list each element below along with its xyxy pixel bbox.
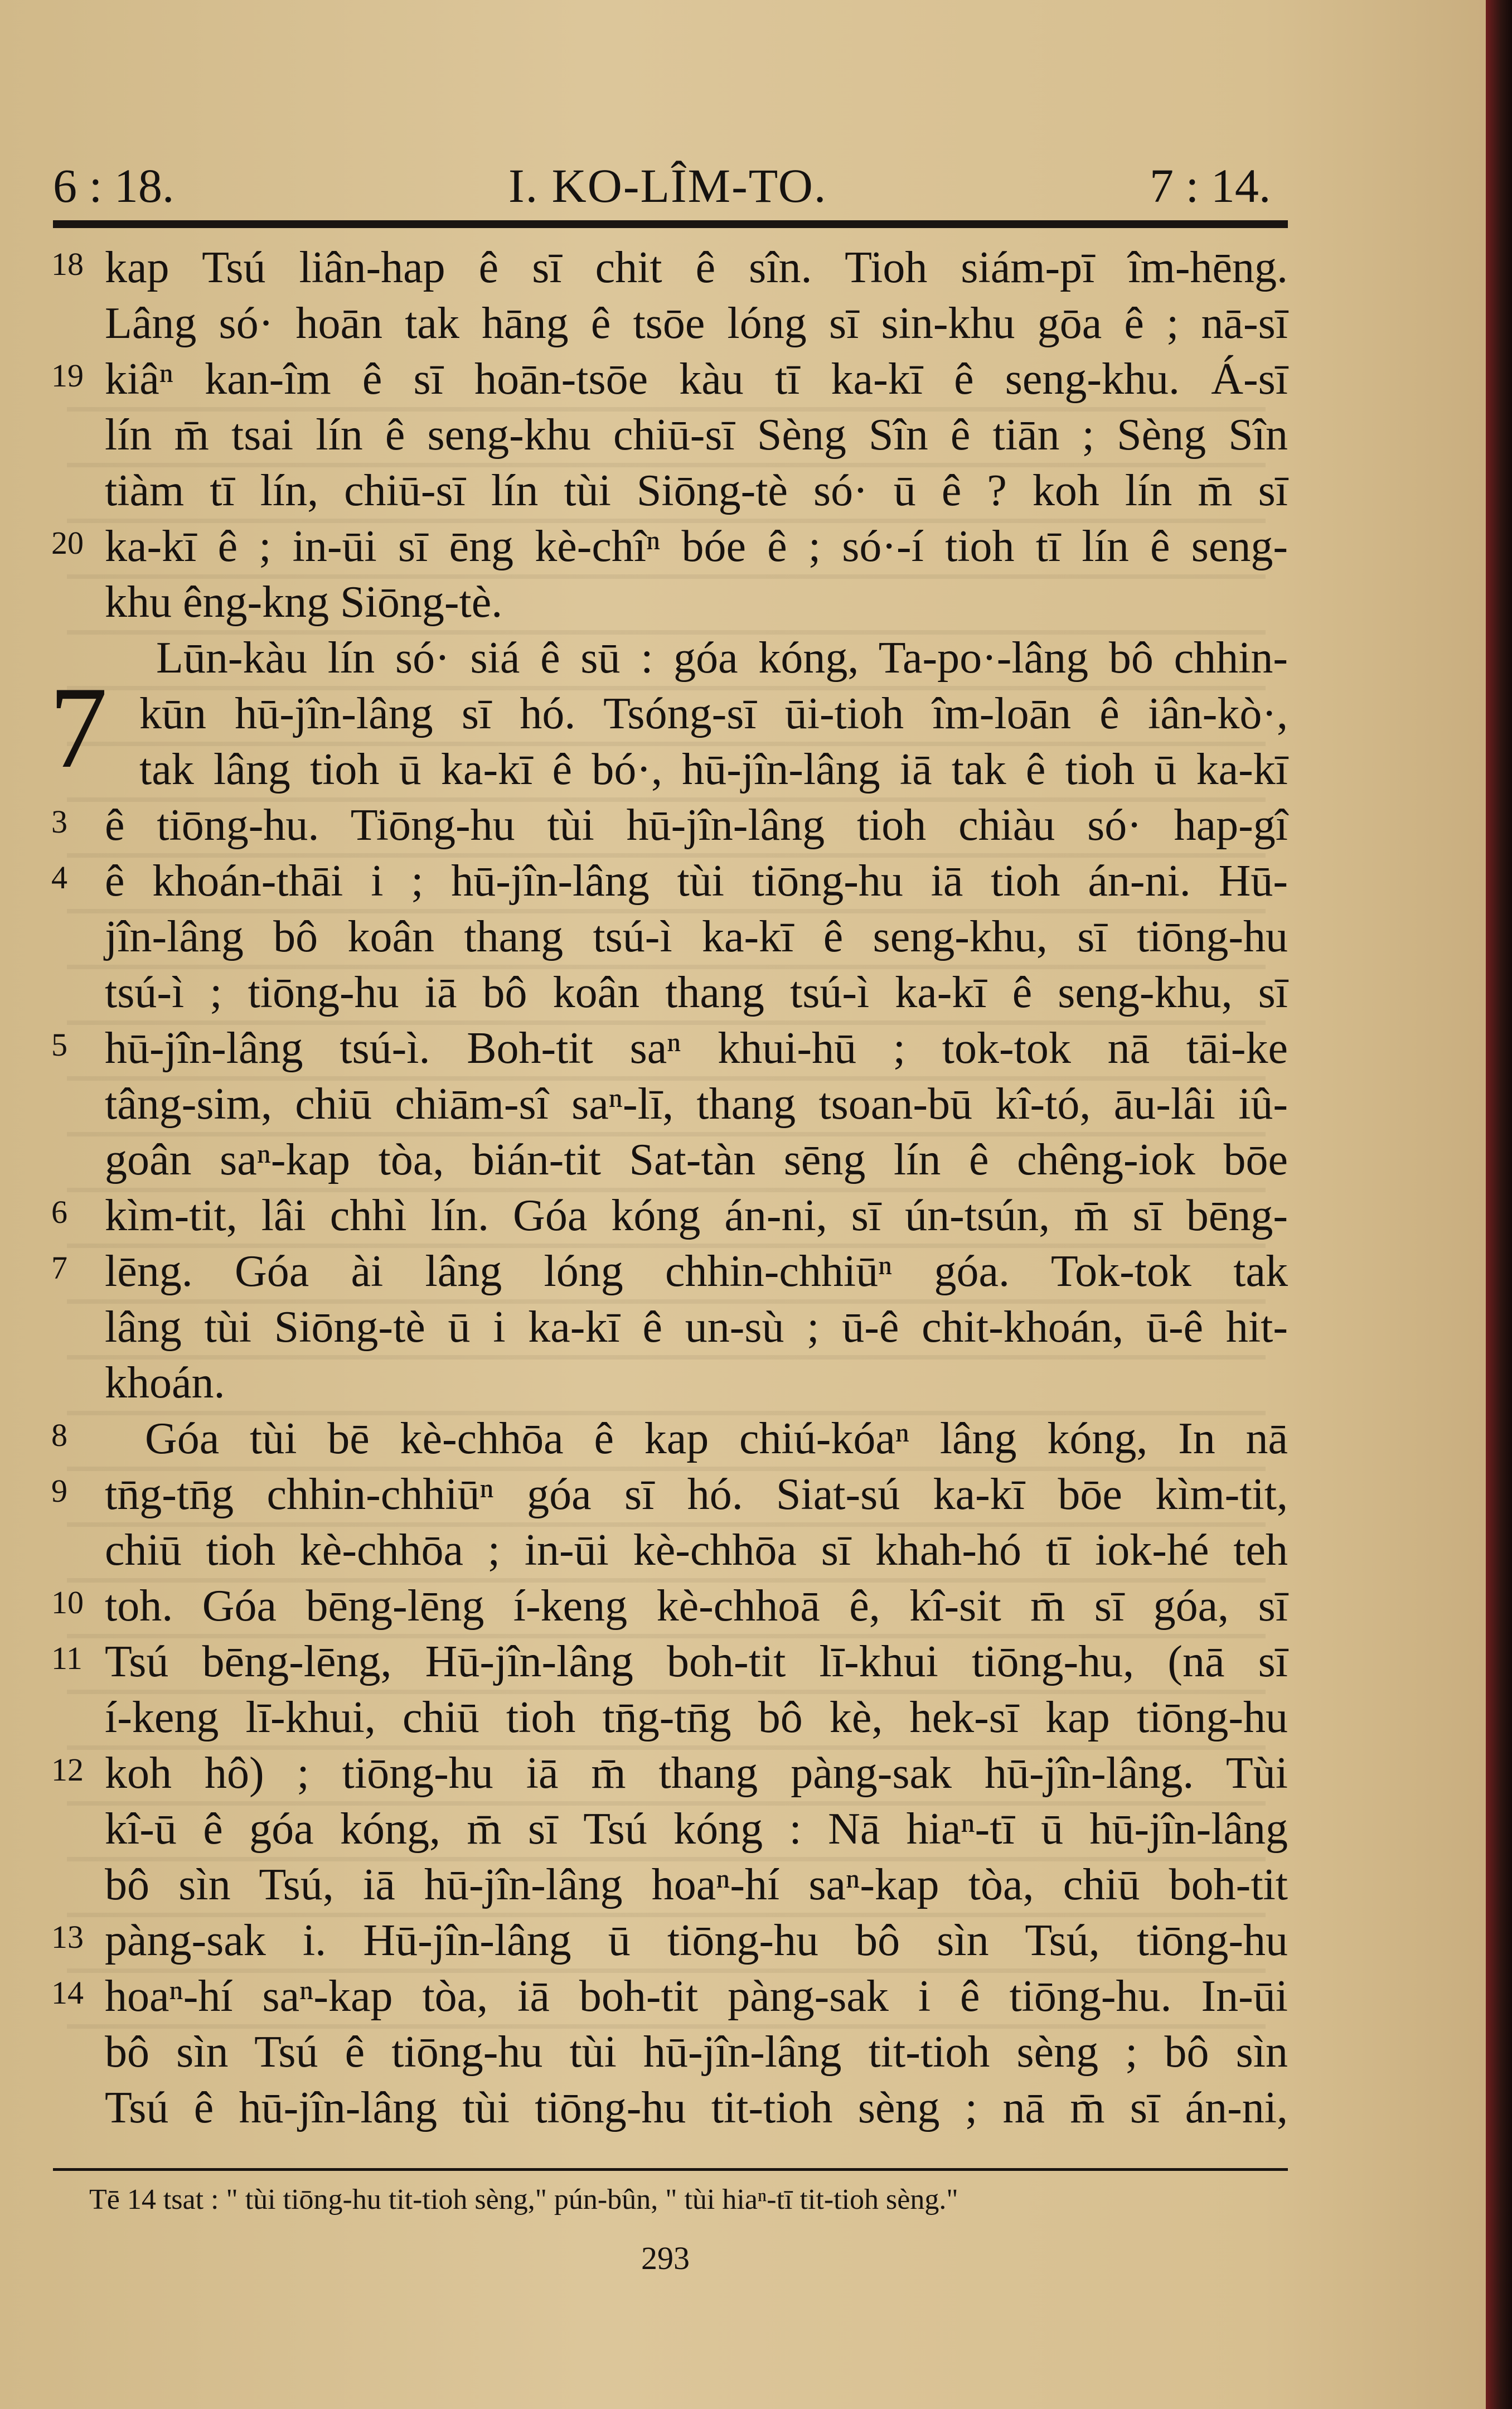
verse-number (51, 409, 101, 454)
text-line: ê tiōng-hu. Tiōng-hu tùi hū-jîn-lâng tioh chiàu só· hap-gî (105, 801, 1288, 850)
text-line: kìm-tit, lâi chhì lín. Góa kóng án-ni, sī ún-tsún, m̄ sī bēng- (105, 1191, 1288, 1240)
verse-number (51, 577, 101, 621)
page-number: 293 (641, 2240, 690, 2276)
text-line: ê khoán-thāi i ; hū-jîn-lâng tùi tiōng-hu iā tioh án-ni. Hū- (105, 857, 1288, 906)
footnote-rule (53, 2168, 1288, 2171)
verse-number (51, 1525, 101, 1569)
chapter-number: 7 (49, 663, 108, 792)
text-line: goân saⁿ-kap tòa, bián-tit Sat-tàn sēng lín ê chêng-iok bōe (105, 1135, 1288, 1184)
text-line: lín m̄ tsai lín ê seng-khu chiū-sī Sèng Sîn ê tiān ; Sèng Sîn (105, 410, 1288, 459)
verse-number (51, 1803, 101, 1848)
verse-number (51, 1302, 101, 1346)
verse-number (51, 744, 101, 789)
verse-number: 12 (51, 1752, 84, 1788)
verse-number: 9 (51, 1473, 67, 1509)
verse-number: 3 (51, 804, 67, 840)
verse-number (51, 1078, 101, 1123)
verse-number: 18 (51, 246, 84, 282)
text-line: pàng-sak i. Hū-jîn-lâng ū tiōng-hu bô sìn Tsú, tiōng-hu (105, 1916, 1288, 1965)
text-line: khoán. (105, 1358, 225, 1407)
verse-number (51, 1859, 101, 1904)
running-head-title: I. KO-LÎM-TO. (508, 159, 827, 212)
footnote: Tē 14 tsat : " tùi tiōng-hu tit-tioh sèng," pún-bûn, " tùi hiaⁿ-tī tit-tioh sèng." (89, 2184, 958, 2215)
text-line: toh. Góa bēng-lēng í-keng kè-chhoā ê, kî-sit m̄ sī góa, sī (105, 1581, 1288, 1631)
verse-number: 13 (51, 1919, 84, 1955)
verse-number (51, 1692, 101, 1736)
text-line: tak lâng tioh ū ka-kī ê bó·, hū-jîn-lâng iā tak ê tioh ū ka-kī (139, 745, 1288, 794)
text-line: koh hô) ; tiōng-hu iā m̄ thang pàng-sak hū-jîn-lâng. Tùi (105, 1749, 1288, 1798)
verse-number: 6 (51, 1194, 67, 1230)
verse-number (51, 2082, 101, 2127)
verse-number: 5 (51, 1027, 67, 1063)
verse-number: 8 (51, 1417, 67, 1453)
verse-number (51, 911, 101, 956)
text-line: Lâng só· hoān tak hāng ê tsōe lóng sī sin-khu gōa ê ; nā-sī (105, 299, 1288, 348)
text-line: lâng tùi Siōng-tè ū i ka-kī ê un-sù ; ū-ê chit-khoán, ū-ê hit- (105, 1303, 1288, 1352)
text-line: chiū tioh kè-chhōa ; in-ūi kè-chhōa sī khah-hó tī iok-hé teh (105, 1526, 1288, 1575)
text-line: kî-ū ê góa kóng, m̄ sī Tsú kóng : Nā hiaⁿ-tī ū hū-jîn-lâng (105, 1805, 1288, 1854)
verse-number: 20 (51, 525, 84, 561)
running-head-left: 6 : 18. (53, 159, 175, 212)
text-line: bô sìn Tsú ê tiōng-hu tùi hū-jîn-lâng tit-tioh sèng ; bô sìn (105, 2028, 1288, 2077)
text-line: tsú-ì ; tiōng-hu iā bô koân thang tsú-ì ka-kī ê seng-khu, sī (105, 968, 1288, 1017)
verse-number: 10 (51, 1584, 84, 1620)
text-line: ka-kī ê ; in-ūi sī ēng kè-chîⁿ bóe ê ; só·-í tioh tī lín ê seng- (105, 522, 1288, 571)
verse-number: 7 (51, 1250, 67, 1286)
header-rule (53, 220, 1288, 228)
verse-number (51, 1357, 101, 1402)
text-line: tiàm tī lín, chiū-sī lín tùi Siōng-tè só· ū ê ? koh lín m̄ sī (105, 466, 1288, 515)
text-line: jîn-lâng bô koân thang tsú-ì ka-kī ê seng-khu, sī tiōng-hu (105, 912, 1288, 961)
text-line: tn̄g-tn̄g chhin-chhiūⁿ góa sī hó. Siat-sú ka-kī bōe kìm-tit, (105, 1470, 1288, 1519)
verse-number (51, 2026, 101, 2071)
text-line: Góa tùi bē kè-chhōa ê kap chiú-kóaⁿ lâng kóng, In nā (145, 1414, 1288, 1463)
text-line: kūn hū-jîn-lâng sī hó. Tsóng-sī ūi-tioh îm-loān ê iân-kò·, (139, 689, 1288, 738)
verse-number (51, 1134, 101, 1179)
text-line: hū-jîn-lâng tsú-ì. Boh-tit saⁿ khui-hū ; tok-tok nā tāi-ke (105, 1024, 1288, 1073)
text-line: Lūn-kàu lín só· siá ê sū : góa kóng, Ta-po·-lâng bô chhin- (156, 633, 1288, 683)
verse-number: 19 (51, 357, 84, 394)
verse-number: 14 (51, 1975, 84, 2011)
text-line: tâng-sim, chiū chiām-sî saⁿ-lī, thang tsoan-bū kî-tó, āu-lâi iû- (105, 1080, 1288, 1129)
text-line: kiâⁿ kan-îm ê sī hoān-tsōe kàu tī ka-kī ê seng-khu. Á-sī (105, 355, 1288, 404)
running-head-right: 7 : 14. (1150, 159, 1271, 212)
text-line: lēng. Góa ài lâng lóng chhin-chhiūⁿ góa. Tok-tok tak (105, 1247, 1288, 1296)
text-line: kap Tsú liân-hap ê sī chit ê sîn. Tioh siám-pī îm-hēng. (105, 243, 1288, 292)
verse-number (51, 465, 101, 510)
verse-number (51, 298, 101, 342)
verse-number: 4 (51, 859, 67, 896)
page-edge (1486, 0, 1512, 2409)
verse-number (51, 967, 101, 1012)
text-line: Tsú ê hū-jîn-lâng tùi tiōng-hu tit-tioh sèng ; nā m̄ sī án-ni, (105, 2083, 1288, 2132)
text-line: hoaⁿ-hí saⁿ-kap tòa, iā boh-tit pàng-sak i ê tiōng-hu. In-ūi (105, 1972, 1288, 2021)
text-line: khu êng-kng Siōng-tè. (105, 578, 503, 627)
verse-number (51, 632, 101, 677)
text-line: bô sìn Tsú, iā hū-jîn-lâng hoaⁿ-hí saⁿ-kap tòa, chiū boh-tit (105, 1860, 1288, 1909)
text-line: Tsú bēng-lēng, Hū-jîn-lâng boh-tit lī-khui tiōng-hu, (nā sī (105, 1637, 1288, 1686)
verse-number: 11 (51, 1640, 83, 1676)
text-line: í-keng lī-khui, chiū tioh tn̄g-tn̄g bô kè, hek-sī kap tiōng-hu (105, 1693, 1288, 1742)
verse-number (51, 688, 101, 733)
